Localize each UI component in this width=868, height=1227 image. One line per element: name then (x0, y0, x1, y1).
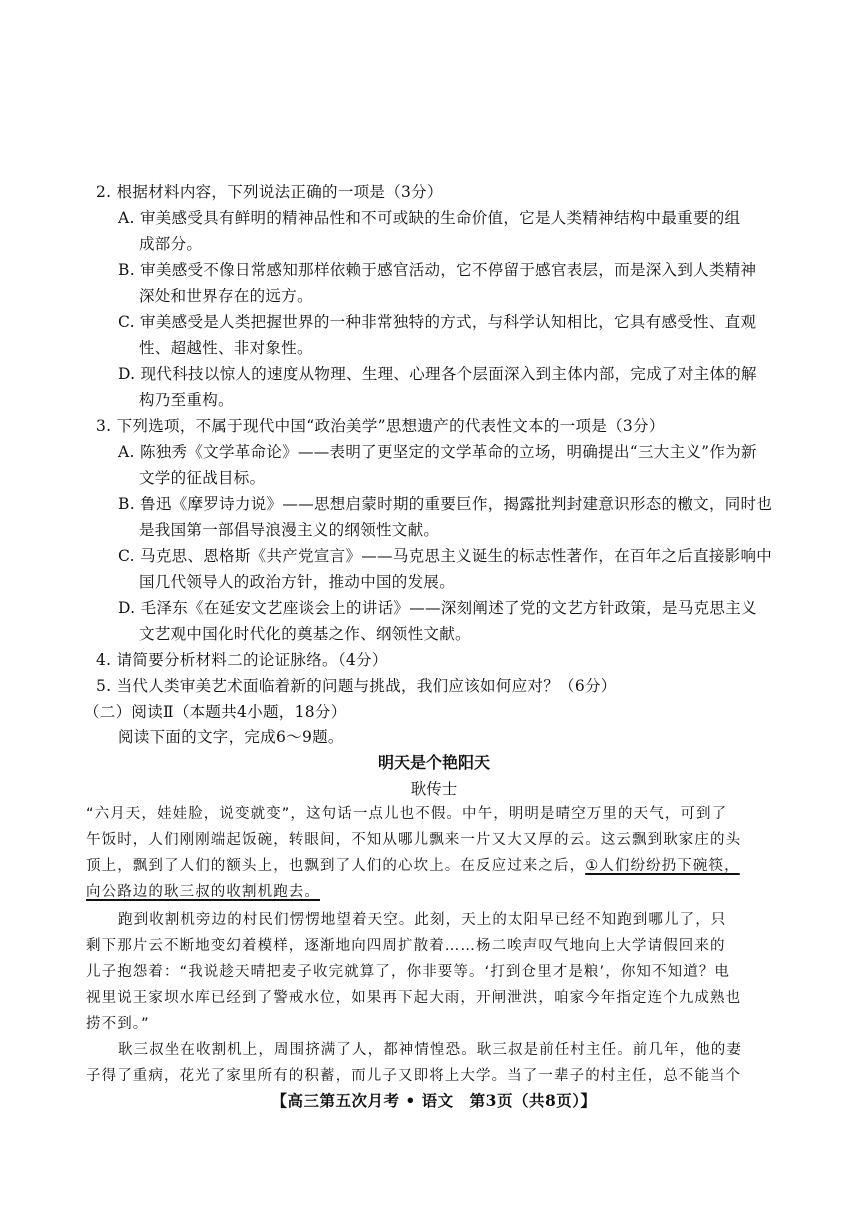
page-footer: 【高三第五次月考 • 语文 第3页（共8页）】 (271, 1091, 597, 1110)
question-3-option-b-cont: 是我国第一部倡导浪漫主义的纲领性文献。 (139, 521, 440, 539)
story-paragraph-1-line-2: 午饭时，人们刚刚端起饭碗，转眼间，不知从哪儿飘来一片又大又厚的云。这云飘到耿家庄的头 (86, 832, 742, 848)
question-3-option-c: C. 马克思、恩格斯《共产党宣言》——马克思主义诞生的标志性著作，在百年之后直接影响中 (118, 547, 773, 565)
story-paragraph-1-line-1: “六月天，娃娃脸，说变就变”，这句话一点儿也不假。中午，明明是晴空万里的天气，可到了 (86, 806, 728, 822)
story-paragraph-2-line-3: 儿子抱怨着：“我说趁天晴把麦子收完就算了，你非要等。‘打到仓里才是粮’，你知不知道？电 (86, 964, 731, 980)
question-3-option-b: B. 鲁迅《摩罗诗力说》——思想启蒙时期的重要巨作，揭露批判封建意识形态的檄文，同时也 (118, 495, 773, 513)
question-4: 4. 请简要分析材料二的论证脉络。（4分） (96, 651, 388, 669)
story-paragraph-2-line-5: 捞不到。” (86, 1016, 150, 1032)
story-title: 明天是个艳阳天 (377, 753, 490, 772)
question-2-option-c-cont: 性、超越性、非对象性。 (139, 339, 313, 357)
story-paragraph-2-line-4: 视里说王家坝水库已经到了警戒水位，如果再下起大雨，开闸泄洪，咱家今年指定连个九成熟也 (86, 990, 742, 1006)
question-3-option-d-cont: 文艺观中国化时代化的奠基之作、纲领性文献。 (139, 625, 471, 643)
story-paragraph-2-line-1: 跑到收割机旁边的村民们愣愣地望着天空。此刻，天上的太阳早已经不知跑到哪儿了，只 (118, 912, 727, 928)
question-3-option-d: D. 毛泽东《在延安文艺座谈会上的讲话》——深刻阐述了党的文艺方针政策，是马克思主义 (118, 599, 757, 617)
underlined-sentence-1: ①人们纷纷扔下碗筷， (585, 858, 740, 874)
underlined-sentence-1-cont: 向公路边的耿三叔的收割机跑去。 (86, 884, 320, 900)
question-2-option-a: A. 审美感受具有鲜明的精神品性和不可或缺的生命价值，它是人类精神结构中最重要的组 (118, 209, 741, 227)
question-2-stem: 2. 根据材料内容，下列说法正确的一项是（3分） (96, 183, 443, 201)
story-author: 耿传士 (410, 780, 458, 798)
question-2-option-b-cont: 深处和世界存在的远方。 (139, 287, 313, 305)
story-paragraph-3-line-2: 子得了重病，花光了家里所有的积蓄，而儿子又即将上大学。当了一辈子的村主任，总不能当个 (86, 1068, 742, 1084)
question-2-option-a-cont: 成部分。 (139, 235, 203, 253)
question-2-option-c: C. 审美感受是人类把握世界的一种非常独特的方式，与科学认知相比，它具有感受性、直观 (118, 313, 757, 331)
question-3-option-a-cont: 文学的征战目标。 (139, 469, 266, 487)
section-instruction: 阅读下面的文字，完成6～9题。 (118, 728, 344, 746)
story-paragraph-3-line-1: 耿三叔坐在收割机上，周围挤满了人，都神情惶恐。耿三叔是前任村主任。前几年，他的妻 (118, 1042, 742, 1058)
question-3-option-c-cont: 国几代领导人的政治方针，推动中国的发展。 (139, 573, 456, 591)
question-3-option-a: A. 陈独秀《文学革命论》——表明了更坚定的文学革命的立场，明确提出“三大主义”作为新 (118, 443, 757, 461)
question-5: 5. 当代人类审美艺术面临着新的问题与挑战，我们应该如何应对？（6分） (96, 677, 617, 695)
question-3-stem: 3. 下列选项，不属于现代中国“政治美学”思想遗产的代表性文本的一项是（3分） (96, 417, 665, 435)
question-2-option-d: D. 现代科技以惊人的速度从物理、生理、心理各个层面深入到主体内部，完成了对主体的解 (118, 365, 757, 383)
section-heading: （二）阅读Ⅱ（本题共4小题，18分） (84, 703, 347, 721)
question-2-option-d-cont: 构乃至重构。 (139, 391, 234, 409)
story-text: 顶上，飘到了人们的额头上，也飘到了人们的心坎上。在反应过来之后， (86, 858, 586, 874)
story-paragraph-2-line-2: 剩下那片云不断地变幻着模样，逐渐地向四周扩散着……杨二唉声叹气地向上大学请假回来的 (86, 938, 726, 954)
question-2-option-b: B. 审美感受不像日常感知那样依赖于感官活动，它不停留于感官表层，而是深入到人类精神 (118, 261, 757, 279)
story-paragraph-1-line-3 (86, 855, 740, 877)
